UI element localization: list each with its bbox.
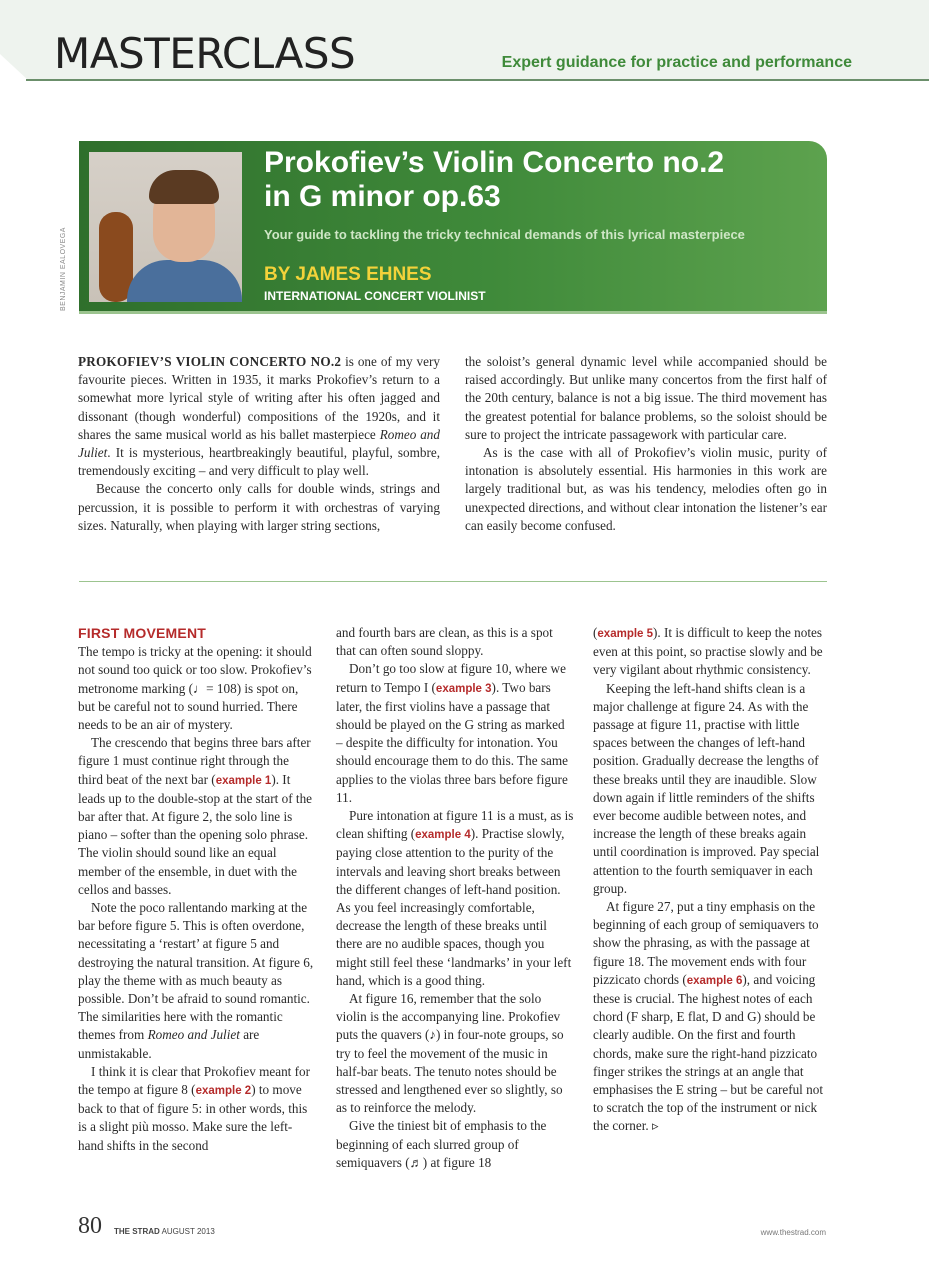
body-text: The crescendo that begins three bars after figure 1 must continue right through the third beat of the next bar ( xyxy=(78,735,311,787)
body-paragraph: The tempo is tricky at the opening: it should not sound too quick or too slow. Prokofiev’s metronome marking (♩= 108) is spot on, but be careful not to sound hurried. There needs to be an air of mystery. xyxy=(78,644,312,733)
section-tagline: Expert guidance for practice and performance xyxy=(501,54,852,71)
author-photo xyxy=(89,152,242,302)
intro-column-right xyxy=(465,353,827,535)
intro-lead: PROKOFIEV’S VIOLIN CONCERTO NO.2 xyxy=(78,354,342,369)
body-column-2 xyxy=(336,624,574,1172)
body-paragraph xyxy=(78,734,316,899)
body-paragraph xyxy=(593,624,831,680)
body-paragraph xyxy=(78,1063,316,1155)
body-text: ( xyxy=(593,625,598,640)
website-link[interactable]: www.thestrad.com xyxy=(760,1228,826,1237)
body-text: are unmistakable. xyxy=(78,1027,260,1061)
body-column-1 xyxy=(78,624,316,1155)
intro-column-left xyxy=(78,353,440,535)
intro-paragraph: As is the case with all of Prokofiev’s violin music, purity of intonation is absolutely essential. His harmonies in this work are largely traditional but, as was his tendency, melodies often go in unexpected directions, and without clear intonation the listener’s ear can easily become confused. xyxy=(465,445,827,533)
section-heading: FIRST MOVEMENT xyxy=(78,625,207,641)
author-byline: BY JAMES EHNES xyxy=(264,264,432,285)
body-text: Pure intonation at figure 11 is a must, as is clean shifting ( xyxy=(336,808,574,842)
body-text: ). It leads up to the double-stop at the start of the bar after that. At figure 2, the solo line is piano – softer than the opening solo phrase. The violin should sound like an equal member of the ensemble, in duet with the cellos and basses. xyxy=(78,771,313,897)
banner-rule xyxy=(79,311,827,314)
intro-paragraph: the soloist’s general dynamic level while accompanied should be raised accordingly. But unlike many concertos from the first half of the 20th century, balance is not a big issue. The third movement has the greatest potential for balance problems, so the soloist should be sure to project the intricate passagework with particular care. xyxy=(465,354,827,442)
section-title: MASTERCLASS xyxy=(54,29,356,78)
intro-italic: Romeo and Juliet xyxy=(78,426,440,461)
example-ref: example 6 xyxy=(686,974,743,987)
header-corner-notch xyxy=(0,54,28,80)
intro-text: . It is mysterious, heartbreakingly beautiful, playful, sombre, tremendously exciting – and very difficult to play well. xyxy=(78,445,440,479)
body-paragraph xyxy=(336,660,574,807)
article-subtitle: Your guide to tackling the tricky technical demands of this lyrical masterpiece xyxy=(264,227,745,242)
article-title xyxy=(264,146,824,214)
body-paragraph xyxy=(593,898,831,1136)
example-ref: example 5 xyxy=(597,628,654,640)
header-rule xyxy=(26,79,929,81)
article-title-line2: in G minor op.63 xyxy=(264,180,501,213)
intro-text: is one of my very favourite pieces. Written in 1935, it marks Prokofiev’s return to a somewhat more lyrical style of writing after his often jagged and dissonant (though wonderful) compositions of the 1920s, and it shares the same musical world as his ballet masterpiece xyxy=(78,354,440,442)
body-text: ). Two bars later, the first violins have a passage that should be played on the G string as marked – despite the difficulty for intonation. You should encourage them to do this. The same applies to the violas three bars before figure 11. xyxy=(336,679,568,805)
intro-paragraph xyxy=(78,353,440,480)
body-column-3 xyxy=(593,624,831,1136)
shirt-shape xyxy=(127,260,242,302)
example-ref: example 3 xyxy=(435,682,492,695)
body-text: ). Practise slowly, paying close attention to the purity of the intervals and leaving short breaks between the different changes of left-hand position. As you feel increasingly comfortable, decrease the length of these breaks until there are no audible spaces, though you might still feel these ‘landmarks’ in your left hand, which is a good thing. xyxy=(336,826,572,988)
article-title-line1: Prokofiev’s Violin Concerto no.2 xyxy=(264,146,725,179)
body-italic: Romeo and Juliet xyxy=(147,1027,240,1043)
example-ref: example 4 xyxy=(415,829,471,842)
body-text: I think it is clear that Prokofiev meant for the tempo at figure 8 ( xyxy=(78,1063,310,1098)
hair-shape xyxy=(149,170,219,204)
body-text: ), and voicing these is crucial. The highest notes of each chord (F sharp, E flat, D and G) should be clearly audible. On the first and fourth chords, make sure the right-hand pizzicato finger strikes the strings at an angle that emphasises the E string – but be careful not to scratch the top of the instrument or nick the corner. ▹ xyxy=(593,971,823,1134)
body-paragraph: Give the tiniest bit of emphasis to the beginning of each slurred group of semiquavers (♬) at figure 18 xyxy=(336,1118,547,1170)
body-paragraph xyxy=(78,899,316,1063)
magazine-name: THE STRAD xyxy=(114,1227,160,1236)
body-paragraph: and fourth bars are clean, as this is a spot that can often sound sloppy. xyxy=(336,625,553,659)
page-number: 80 xyxy=(78,1213,102,1239)
body-paragraph: Keeping the left-hand shifts clean is a major challenge at figure 24. As with the passage at figure 11, practise with little spaces between the changes of left-hand position. Gradually decrease the lengths of these breaks until they are inaudible. Slow down again if little reminders of the shifts ever become audible between notes, and increase the length of these breaks again until coordination is improved. Pay special attention to the fourth semiquaver in each group. xyxy=(593,680,820,896)
body-text: ). It is difficult to keep the notes even at this point, so practise slowly and be very vigilant about rhythmic consistency. xyxy=(593,625,823,678)
body-text: ) to move back to that of figure 5: in other words, this is a slight più mosso. Make sure the left-hand shifts in the second xyxy=(78,1082,308,1153)
issue-date: AUGUST 2013 xyxy=(161,1227,215,1236)
magazine-issue xyxy=(114,1227,215,1236)
example-ref: example 1 xyxy=(215,774,272,787)
body-text: At figure 27, put a tiny emphasis on the beginning of each group of semiquavers to show the phrasing, as with the passage at figure 18. The movement ends with four pizzicato chords ( xyxy=(593,899,819,987)
body-text: Note the poco rallentando marking at the bar before figure 5. This is often overdone, necessitating a ‘restart’ at figure 5 and destroying the natural transition. At figure 6, play the theme with as much beauty as possible. Don’t be afraid to sound romantic. The similarities here with the romantic themes from xyxy=(78,900,314,1043)
body-paragraph xyxy=(336,807,574,990)
example-ref: example 2 xyxy=(195,1085,252,1098)
author-role: INTERNATIONAL CONCERT VIOLINIST xyxy=(264,289,486,303)
body-paragraph: At figure 16, remember that the solo violin is the accompanying line. Prokofiev puts the quavers (♪) in four-note groups, so try to feel the movement of the music in half-bar beats. The tenuto notes should be stressed and lengthened ever so slightly, so as to reinforce the melody. xyxy=(336,991,564,1116)
intro-paragraph: Because the concerto only calls for double winds, strings and percussion, it is possible to perform it with orchestras of varying sizes. Naturally, when playing with larger string sections, xyxy=(78,481,440,533)
body-text: Don’t go too slow at figure 10, where we return to Tempo I ( xyxy=(336,661,566,695)
photo-credit: BENJAMIN EALOVEGA xyxy=(60,227,67,311)
section-divider xyxy=(79,581,827,582)
